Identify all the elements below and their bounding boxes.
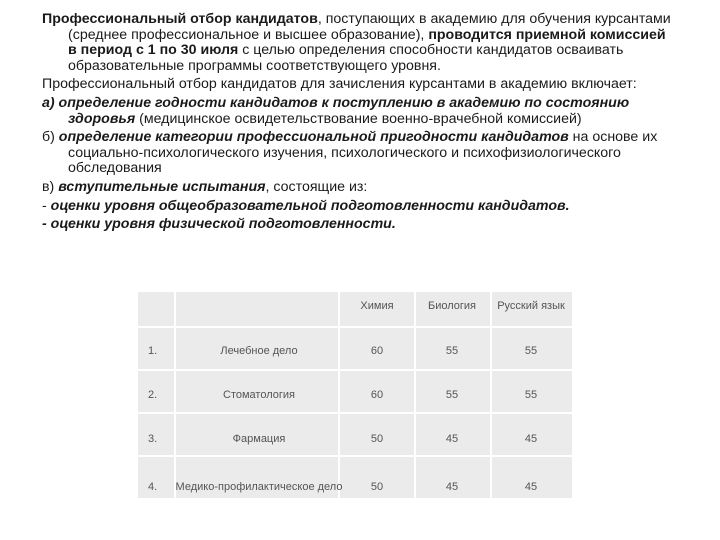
text-run: а) определение годности кандидатов к поступлению в академию по состоянию здоровья bbox=[42, 94, 630, 127]
table-line bbox=[138, 326, 572, 328]
header-chemistry: Химия bbox=[360, 300, 394, 312]
text-run: оценки уровня общеобразовательной подготовленности кандидатов. bbox=[50, 197, 570, 214]
text-run: Профессиональный отбор кандидатов для зачисления курсантами в академию включает: bbox=[42, 76, 637, 93]
paragraph-p3 bbox=[42, 96, 676, 127]
row-russian-score: 45 bbox=[524, 433, 538, 445]
admission-text bbox=[42, 12, 676, 236]
text-run: с целью определения способности кандидатов осваивать образовательные программы соответствующего уровня. bbox=[68, 42, 624, 74]
paragraph-p1 bbox=[42, 12, 676, 74]
text-run: в) bbox=[42, 178, 59, 195]
row-biology-score: 55 bbox=[445, 389, 459, 401]
table-line bbox=[138, 369, 572, 371]
row-chemistry-score: 50 bbox=[370, 433, 384, 445]
row-russian-score: 55 bbox=[524, 389, 538, 401]
row-specialty: Стоматология bbox=[223, 389, 295, 401]
row-specialty: Фармация bbox=[232, 433, 286, 445]
row-biology-score: 45 bbox=[445, 481, 459, 493]
header-russian: Русский язык bbox=[497, 300, 565, 312]
text-run: - оценки уровня физической подготовленности. bbox=[42, 216, 396, 233]
text-run: проводится приемной комиссией в период с 1 по 30 июля bbox=[68, 26, 666, 59]
row-number: 2. bbox=[148, 389, 158, 401]
paragraph-p4 bbox=[42, 130, 676, 177]
header-biology: Биология bbox=[427, 300, 477, 312]
text-run: , состоящие из: bbox=[265, 178, 368, 195]
text-run: б) bbox=[42, 129, 59, 146]
table-line bbox=[414, 292, 416, 498]
paragraph-p7 bbox=[42, 217, 676, 233]
row-number: 1. bbox=[148, 345, 158, 357]
row-specialty: Медико-профилактическое дело bbox=[175, 481, 343, 493]
text-run: вступительные испытания bbox=[58, 178, 266, 195]
requirements-table-image bbox=[138, 292, 572, 498]
row-chemistry-score: 50 bbox=[370, 481, 384, 493]
row-number: 4. bbox=[148, 481, 158, 493]
table-line bbox=[338, 292, 340, 498]
table-line bbox=[138, 412, 572, 414]
paragraph-p2 bbox=[42, 77, 676, 93]
row-biology-score: 55 bbox=[445, 345, 459, 357]
row-number: 3. bbox=[148, 433, 158, 445]
row-russian-score: 55 bbox=[524, 345, 538, 357]
paragraph-p5 bbox=[42, 180, 676, 196]
row-biology-score: 45 bbox=[445, 433, 459, 445]
paragraph-p6 bbox=[42, 199, 676, 215]
table-line bbox=[138, 455, 572, 457]
row-specialty: Лечебное дело bbox=[220, 345, 298, 357]
text-run: на основе их социально-психологического изучения, психологического и психофизиологического обследования bbox=[68, 129, 658, 177]
row-chemistry-score: 60 bbox=[370, 345, 384, 357]
text-run: (медицинское освидетельствование военно-врачебной комиссией) bbox=[135, 110, 582, 127]
table-line bbox=[490, 292, 492, 498]
text-run: - bbox=[42, 197, 51, 214]
text-run: , поступающих в академию для обучения курсантами (среднее профессиональное и высшее образование), bbox=[68, 11, 671, 43]
row-russian-score: 45 bbox=[524, 481, 538, 493]
text-run: Профессиональный отбор кандидатов bbox=[42, 11, 318, 27]
row-chemistry-score: 60 bbox=[370, 389, 384, 401]
text-run: определение категории профессиональной пригодности кандидатов bbox=[58, 129, 569, 146]
table-line bbox=[174, 292, 176, 498]
